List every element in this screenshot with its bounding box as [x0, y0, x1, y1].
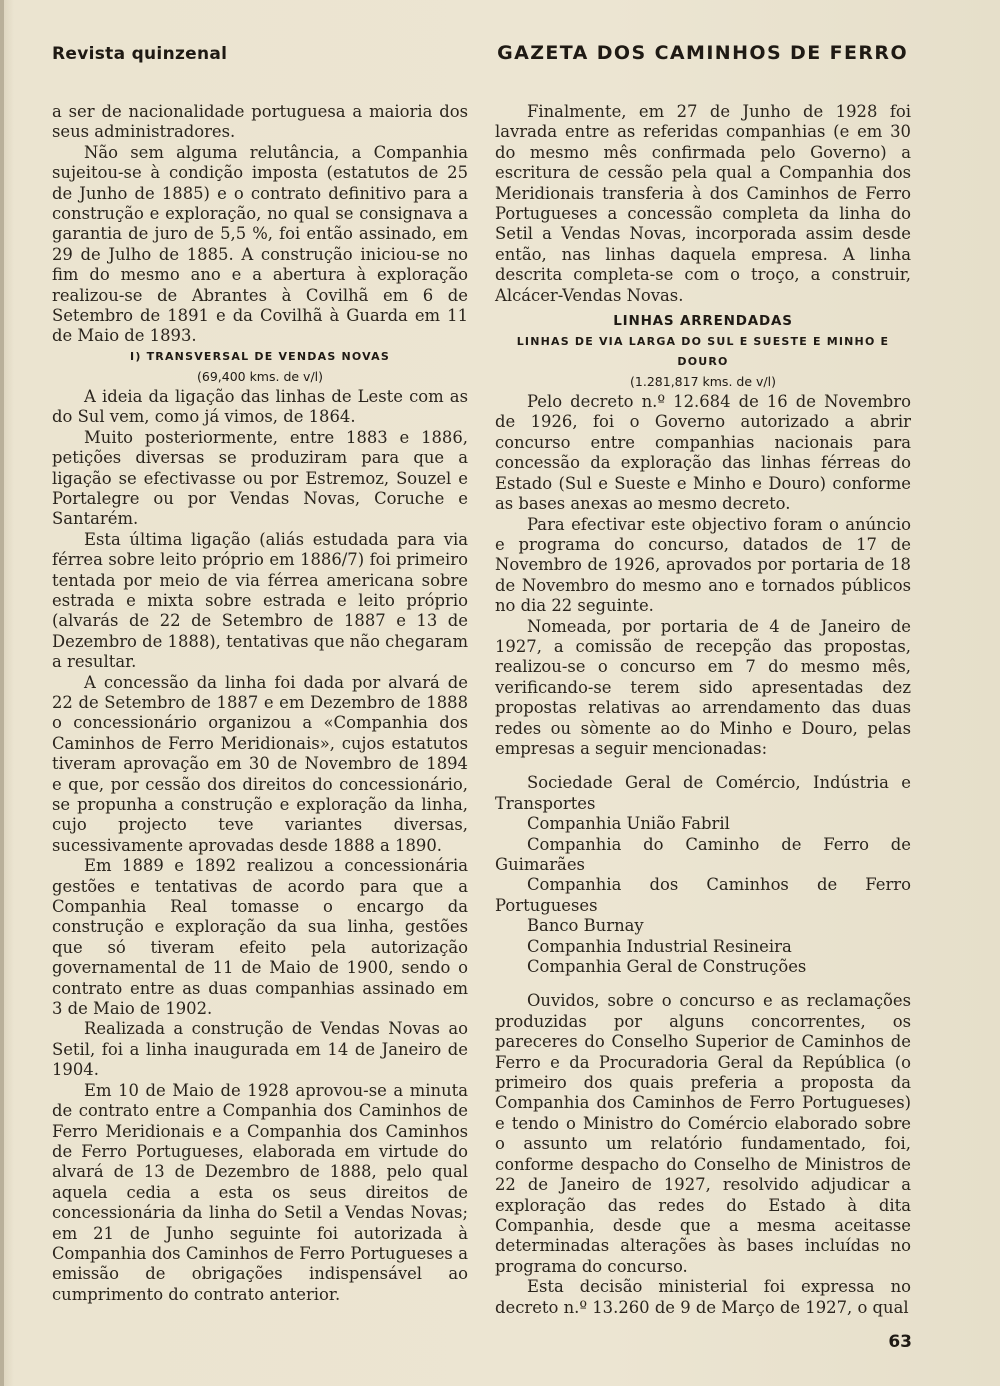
left-paragraph-8: Realizada a construção de Vendas Novas ao Setil, foi a linha inaugurada em 14 de Janeiro de 1904. [52, 1019, 468, 1080]
left-paragraph-6: A concessão da linha foi dada por alvará de 22 de Setembro de 1887 e em Dezembro de 1888 o concessionário organizou a «Companhia dos Caminhos de Ferro Meridionais», cujos estatutos tiveram aprovação em 30 de Novembro de 1894 e que, por cessão dos direitos do concessionário, se propunha a construção e exploração da linha, cujo projecto teve variantes diversas, sucessivamente aprovadas desde 1888 a 1890. [52, 672, 468, 855]
right-paragraph-3: Para efectivar este objectivo foram o anúncio e programa do concurso, datados de 17 de Novembro de 1926, aprovados por portaria de 18 de Novembro do mesmo ano e tornados públicos no dia 22 seguinte. [495, 514, 911, 616]
right-paragraph-5: Ouvidos, sobre o concurso e as reclamações produzidas por alguns concorrentes, os pareceres do Conselho Superior de Caminhos de Ferro e da Procuradoria Geral da República (o primeiro dos quais preferia a proposta da Companhia dos Caminhos de Ferro Portugueses) e tendo o Ministro do Comércio elaborado sobre o assunto um relatório fundamentado, foi, conforme despacho do Conselho de Ministros de 22 de Janeiro de 1927, resolvido adjudicar a exploração das redes do Estado à dita Companhia, desde que a mesma aceitasse determinadas alterações às bases incluídas no programa do concurso. [495, 991, 911, 1276]
left-paragraph-3: A ideia da ligação das linhas de Leste com as do Sul vem, como já vimos, de 1864. [52, 386, 468, 427]
right-paragraph-4: Nomeada, por portaria de 4 de Janeiro de 1927, a comissão de recepção das propostas, realizou-se o concurso em 7 do mesmo mês, verificando-se terem sido apresentadas dez propostas relativas ao arrendamento das duas redes ou sòmente ao do Minho e Douro, pelas empresas a seguir mencionadas: [495, 616, 911, 758]
company-list [495, 773, 911, 977]
left-paragraph-5: Esta última ligação (aliás estudada para via férrea sobre leito próprio em 1886/7) foi primeiro tentada por meio de via férrea americana sobre estrada e mixta sobre estrada e leito próprio (alvarás de 22 de Setembro de 1887 e 13 de Dezembro de 1888), tentativas que não chegaram a resultar. [52, 529, 468, 672]
list-item: Companhia Industrial Resineira [527, 936, 792, 956]
left-paragraph-1: a ser de nacionalidade portuguesa a maioria dos seus administradores. [52, 102, 468, 142]
list-item: Companhia do Caminho de Ferro de Guimarães [495, 834, 911, 874]
page-header [52, 42, 908, 68]
section-title-linhas-arrendadas: LINHAS ARRENDADAS [613, 313, 793, 330]
list-item: Companhia dos Caminhos de Ferro Portugueses [495, 875, 911, 915]
left-paragraph-7: Em 1889 e 1892 realizou a concessionária gestões e tentativas de acordo para que a Companhia Real tomasse o encargo da construção e exploração da sua linha, gestões que só tiveram efeito pela autorização governamental de 11 de Maio de 1900, sendo o contrato entre as duas companhias assinado em 3 de Maio de 1902. [52, 856, 468, 1019]
left-paragraph-4: Muito posteriormente, entre 1883 e 1886, petições diversas se produziram para que a ligação se efectivasse ou por Estremoz, Souzel e Portalegre ou por Vendas Novas, Coruche e Santarém. [52, 427, 468, 529]
left-paragraph-9: Em 10 de Maio de 1928 aprovou-se a minuta de contrato entre a Companhia dos Caminhos de Ferro Meridionais e a Companhia dos Caminhos de Ferro Portugueses, elaborada em virtude do alvará de 13 de Dezembro de 1888, pelo qual aquela cedia a esta os seus direitos de concessionária da linha do Setil a Vendas Novas; em 21 de Junho seguinte foi autorizada à Companhia dos Caminhos de Ferro Portugueses a emissão de obrigações indispensável ao cumprimento do contrato anterior. [52, 1080, 468, 1304]
list-item: Companhia União Fabril [527, 814, 730, 834]
left-paragraph-2: Não sem alguma relutância, a Companhia sujeitou-se à condição imposta (estatutos de 25 de Junho de 1885) e o contrato definitivo para a construção e exploração, no qual se consignava a garantia de juro de 5,5 %, foi então assinado, em 29 de Julho de 1885. A construção iniciou-se no fim do mesmo ano e a abertura à exploração realizou-se de Abrantes à Covilhã em 6 de Setembro de 1891 e da Covilhã à Guarda em 11 de Maio de 1893. [52, 142, 468, 346]
left-column [52, 102, 468, 1305]
list-item: Sociedade Geral de Comércio, Indústria e Transportes [495, 773, 911, 813]
list-item: Banco Burnay [527, 916, 644, 936]
right-paragraph-1: Finalmente, em 27 de Junho de 1928 foi lavrada entre as referidas companhias (e em 30 do mesmo mês confirmada pelo Governo) a escritura de cessão pela qual a Companhia dos Meridionais transferia à dos Caminhos de Ferro Portugueses a concessão completa da linha do Setil a Vendas Novas, incorporada assim desde então, nas linhas daquela empresa. A linha descrita completa-se com o troço, a construir, Alcácer-Vendas Novas. [495, 102, 911, 305]
section-subtitle-linhas: LINHAS DE VIA LARGA DO SUL E SUESTE E MINHO E DOURO [516, 335, 890, 369]
list-item: Companhia Geral de Construções [527, 957, 807, 977]
page-number: 63 [888, 1332, 912, 1352]
right-paragraph-2: Pelo decreto n.º 12.684 de 16 de Novembro de 1926, foi o Governo autorizado a abrir concurso entre companhias nacionais para concessão da exploração das linhas férreas do Estado (Sul e Sueste e Minho e Douro) conforme as bases anexas ao mesmo decreto. [495, 392, 911, 514]
section-title-transversal: I) TRANSVERSAL DE VENDAS NOVAS [130, 349, 390, 363]
header-right: GAZETA DOS CAMINHOS DE FERRO [497, 42, 908, 64]
section-meta-linhas: (1.281,817 kms. de v/l) [630, 374, 776, 390]
header-left: Revista quinzenal [52, 44, 228, 64]
page-edge [0, 0, 4, 1386]
right-paragraph-6: Esta decisão ministerial foi expressa no decreto n.º 13.260 de 9 de Março de 1927, o qual [495, 1277, 911, 1317]
right-column [495, 102, 911, 1318]
section-meta-transversal: (69,400 kms. de v/l) [196, 368, 324, 384]
